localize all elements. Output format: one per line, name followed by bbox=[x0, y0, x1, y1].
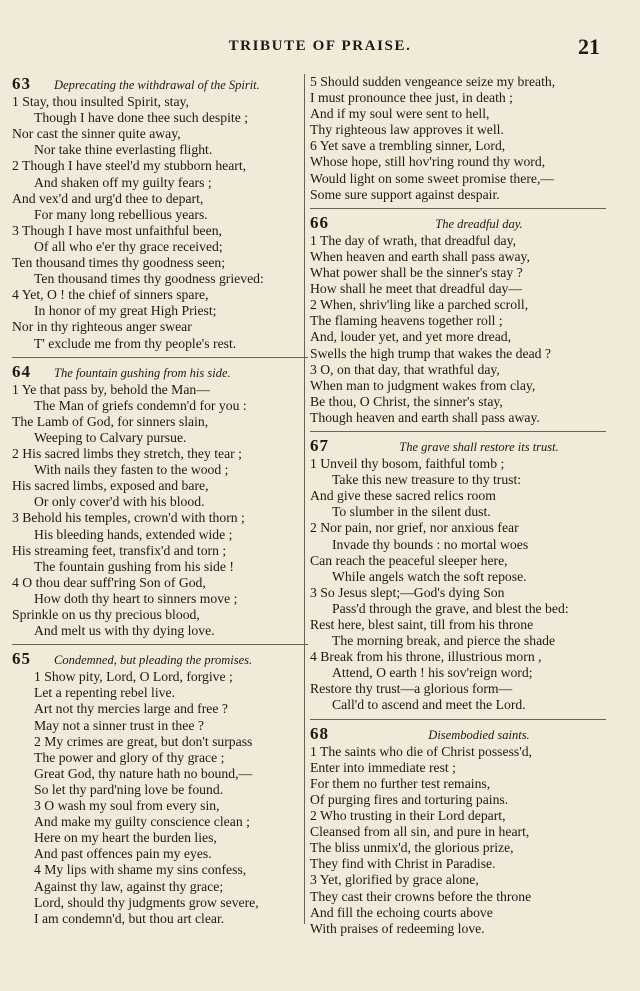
verse-line: 4 Break from his throne, illustrious morn , bbox=[310, 649, 542, 665]
hymn bbox=[12, 361, 308, 640]
verse-line: The flaming heavens together roll ; bbox=[310, 313, 503, 329]
running-title: TRIBUTE OF PRAISE. bbox=[228, 38, 412, 54]
verse-line: 3 So Jesus slept;—God's dying Son bbox=[310, 584, 505, 600]
verse-line: The power and glory of thy grace ; bbox=[34, 749, 225, 765]
verse-line: Be thou, O Christ, the sinner's stay, bbox=[310, 393, 503, 409]
verse-line: Some sure support against despair. bbox=[310, 186, 500, 202]
hymn bbox=[12, 651, 308, 927]
verse-line: For them no further test remains, bbox=[310, 775, 491, 791]
verse-line: In honor of my great High Priest; bbox=[34, 303, 217, 319]
verse-line: And give these sacred relics room bbox=[310, 488, 496, 504]
verse-line: 3 Yet, glorified by grace alone, bbox=[310, 872, 479, 888]
hymn-number: 68 bbox=[310, 723, 329, 743]
hymn-heading bbox=[310, 723, 606, 743]
verse-line: Whose hope, still hov'ring round thy word, bbox=[310, 154, 546, 170]
verse-line: 2 Though I have steel'd my stubborn heart, bbox=[12, 158, 247, 174]
verse-line: Against thy law, against thy grace; bbox=[34, 878, 224, 894]
hymn-heading bbox=[310, 212, 606, 232]
verse-line: Ten thousand times thy goodness seen; bbox=[12, 255, 226, 271]
verse-line: The morning break, and pierce the shade bbox=[332, 633, 556, 649]
verse-line: With praises of redeeming love. bbox=[310, 920, 485, 936]
verse-line: How shall he meet that dreadful day— bbox=[310, 281, 523, 297]
verse-line: 2 My crimes are great, but don't surpass bbox=[34, 733, 253, 749]
verse-line: The bliss unmix'd, the glorious prize, bbox=[310, 840, 514, 856]
hymn-title: Disembodied saints. bbox=[428, 727, 530, 742]
verse-line: 2 Who trusting in their Lord depart, bbox=[310, 808, 506, 824]
verse-line: His bleeding hands, extended wide ; bbox=[34, 526, 233, 542]
verse-line: Sprinkle on us thy precious blood, bbox=[12, 607, 200, 622]
hymn bbox=[310, 74, 606, 203]
verse-line: The Man of griefs condemn'd for you : bbox=[34, 397, 247, 413]
verse-line: While angels watch the soft repose. bbox=[332, 568, 527, 584]
hymn-number: 63 bbox=[12, 74, 31, 93]
hymn-heading bbox=[12, 76, 308, 93]
verse-line: 1 Unveil thy bosom, faithful tomb ; bbox=[310, 456, 505, 472]
verse-line: 3 O, on that day, that wrathful day, bbox=[310, 361, 500, 377]
hymn-separator bbox=[12, 644, 308, 645]
verse-line: May not a sinner trust in thee ? bbox=[34, 717, 204, 733]
hymn-title: The fountain gushing from his side. bbox=[54, 365, 231, 380]
hymn bbox=[310, 212, 606, 426]
verse-line: 2 Nor pain, nor grief, nor anxious fear bbox=[310, 520, 519, 536]
verse-line: And, louder yet, and yet more dread, bbox=[310, 329, 512, 345]
left-column bbox=[12, 74, 308, 927]
verse-line: 1 The day of wrath, that dreadful day, bbox=[310, 232, 516, 248]
verse-line: Thy righteous law approves it well. bbox=[310, 122, 504, 138]
hymn bbox=[12, 76, 308, 352]
verse-line: Attend, O earth ! his sov'reign word; bbox=[332, 665, 533, 681]
verse-line: Would light on some sweet promise there,— bbox=[310, 170, 555, 186]
verse-line: The fountain gushing from his side ! bbox=[34, 558, 234, 574]
verse-line: Though heaven and earth shall pass away. bbox=[310, 409, 540, 425]
hymn-title: The dreadful day. bbox=[435, 216, 523, 231]
hymn-number: 65 bbox=[12, 649, 31, 669]
hymn-number: 64 bbox=[12, 361, 31, 381]
verse-line: 1 The saints who die of Christ possess'd, bbox=[310, 743, 532, 759]
hymn bbox=[310, 723, 606, 937]
verse-line: And vex'd and urg'd thee to depart, bbox=[12, 190, 204, 206]
verse-line: Nor take thine everlasting flight. bbox=[34, 142, 213, 158]
verse-line: Great God, thy nature hath no bound,— bbox=[34, 765, 253, 781]
verse-line: Rest here, blest saint, till from his throne bbox=[310, 617, 534, 632]
verse-line: Swells the high trump that wakes the dead ? bbox=[310, 345, 551, 361]
page-header bbox=[0, 34, 640, 64]
verse-line: 3 Behold his temples, crown'd with thorn ; bbox=[12, 510, 245, 526]
verse-line: Or only cover'd with his blood. bbox=[34, 494, 205, 510]
hymn-separator bbox=[310, 719, 606, 720]
hymn-number: 66 bbox=[310, 212, 329, 232]
hymn-heading bbox=[12, 651, 308, 668]
hymn-separator bbox=[310, 431, 606, 432]
verse-line: Cleansed from all sin, and pure in heart, bbox=[310, 824, 530, 840]
verse-line: 1 Ye that pass by, behold the Man— bbox=[12, 381, 210, 397]
verse-line: Let a repenting rebel live. bbox=[34, 685, 175, 701]
right-column bbox=[310, 74, 606, 937]
verse-line: And fill the echoing courts above bbox=[310, 904, 493, 920]
verse-line: 4 My lips with shame my sins confess, bbox=[34, 862, 247, 878]
verse-line: And if my soul were sent to hell, bbox=[310, 106, 490, 122]
verse-line: Here on my heart the burden lies, bbox=[34, 830, 217, 846]
verse-line: The Lamb of God, for sinners slain, bbox=[12, 413, 209, 429]
verse-line: Nor in thy righteous anger swear bbox=[12, 319, 192, 335]
hymn-separator bbox=[12, 357, 308, 358]
verse-line: Call'd to ascend and meet the Lord. bbox=[332, 697, 526, 713]
hymn-title: Deprecating the withdrawal of the Spirit. bbox=[54, 78, 260, 92]
hymn-heading bbox=[310, 435, 606, 455]
verse-line: I am condemn'd, but thou art clear. bbox=[34, 910, 225, 926]
column-divider bbox=[304, 74, 305, 924]
verse-line: I must pronounce thee just, in death ; bbox=[310, 90, 513, 106]
verse-line: Lord, should thy judgments grow severe, bbox=[34, 894, 259, 910]
verse-line: What power shall be the sinner's stay ? bbox=[310, 265, 523, 281]
verse-line: Nor cast the sinner quite away, bbox=[12, 126, 181, 142]
hymn-title: The grave shall restore its trust. bbox=[399, 439, 559, 454]
hymn bbox=[310, 435, 606, 714]
verse-line: His streaming feet, transfix'd and torn ; bbox=[12, 542, 227, 558]
verse-line: Pass'd through the grave, and blest the bed: bbox=[332, 600, 569, 616]
hymn-heading bbox=[12, 361, 308, 381]
verse-line: To slumber in the silent dust. bbox=[332, 504, 491, 520]
verse-line: Invade thy bounds : no mortal woes bbox=[332, 536, 529, 552]
hymn-number: 67 bbox=[310, 435, 329, 455]
verse-line: 2 When, shriv'ling like a parched scroll, bbox=[310, 297, 529, 313]
verse-line: And melt us with thy dying love. bbox=[34, 623, 215, 639]
verse-line: 3 O wash my soul from every sin, bbox=[34, 798, 220, 814]
verse-line: Of all who e'er thy grace received; bbox=[34, 238, 223, 254]
verse-line: 4 O thou dear suff'ring Son of God, bbox=[12, 574, 206, 590]
verse-line: T' exclude me from thy people's rest. bbox=[34, 335, 237, 351]
hymn-separator bbox=[310, 208, 606, 209]
verse-line: When heaven and earth shall pass away, bbox=[310, 248, 530, 264]
verse-line: And make my guilty conscience clean ; bbox=[34, 814, 250, 830]
verse-line: 5 Should sudden vengeance seize my breath, bbox=[310, 74, 556, 89]
verse-line: Weeping to Calvary pursue. bbox=[34, 429, 187, 445]
verse-line: 2 His sacred limbs they stretch, they tear ; bbox=[12, 446, 242, 462]
verse-line: 4 Yet, O ! the chief of sinners spare, bbox=[12, 287, 209, 303]
verse-line: 1 Show pity, Lord, O Lord, forgive ; bbox=[34, 669, 233, 685]
verse-line: 6 Yet save a trembling sinner, Lord, bbox=[310, 138, 506, 154]
verse-line: Ten thousand times thy goodness grieved: bbox=[34, 271, 264, 287]
page-number: 21 bbox=[578, 34, 600, 59]
verse-line: Art not thy mercies large and free ? bbox=[34, 701, 228, 717]
verse-line: Enter into immediate rest ; bbox=[310, 759, 456, 775]
verse-line: They find with Christ in Paradise. bbox=[310, 856, 496, 872]
verse-line: His sacred limbs, exposed and bare, bbox=[12, 478, 209, 494]
verse-line: Of purging fires and torturing pains. bbox=[310, 791, 509, 807]
verse-line: 3 Though I have most unfaithful been, bbox=[12, 222, 222, 238]
verse-line: For many long rebellious years. bbox=[34, 206, 208, 222]
verse-line: Restore thy trust—a glorious form— bbox=[310, 681, 513, 697]
verse-line: They cast their crowns before the throne bbox=[310, 888, 532, 904]
verse-line: Take this new treasure to thy trust: bbox=[332, 472, 522, 488]
verse-line: Can reach the peaceful sleeper here, bbox=[310, 552, 508, 568]
verse-line: How doth thy heart to sinners move ; bbox=[34, 590, 238, 606]
verse-line: Though I have done thee such despite ; bbox=[34, 110, 248, 126]
verse-line: And past offences pain my eyes. bbox=[34, 846, 212, 862]
verse-line: And shaken off my guilty fears ; bbox=[34, 174, 212, 190]
verse-line: With nails they fasten to the wood ; bbox=[34, 462, 229, 478]
verse-line: So let thy pard'ning love be found. bbox=[34, 781, 224, 797]
hymn-title: Condemned, but pleading the promises. bbox=[54, 653, 253, 668]
verse-line: When man to judgment wakes from clay, bbox=[310, 377, 536, 393]
verse-line: 1 Stay, thou insulted Spirit, stay, bbox=[12, 94, 189, 110]
